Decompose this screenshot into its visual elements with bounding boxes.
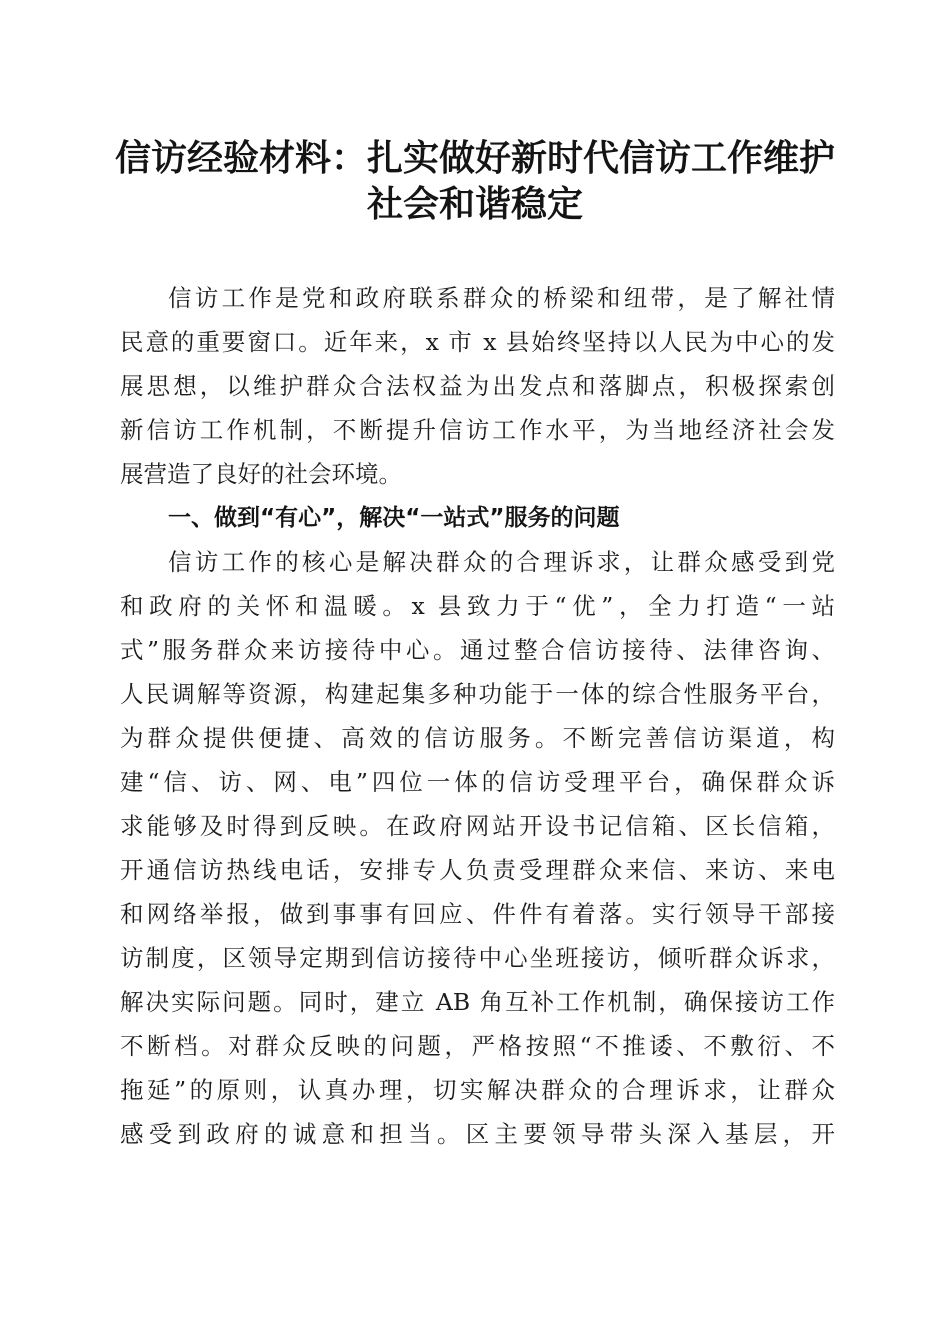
section-1-heading: 一、做到“有心”，解决“一站式”服务的问题: [168, 505, 620, 531]
paragraph-2-line: 人民调解等资源，构建起集多种功能于一体的综合性服务平台，: [120, 680, 835, 708]
document-title-line-2: 社会和谐稳定: [366, 183, 583, 225]
paragraph-2-line: 和网络举报，做到事事有回应、件件有着落。实行领导干部接: [120, 900, 835, 928]
paragraph-2-line: 解决实际问题。同时，建立 AB 角互补工作机制，确保接访工作: [120, 988, 835, 1016]
document-title-line-1: 信访经验材料：扎实做好新时代信访工作维护: [114, 137, 835, 179]
paragraph-2-line: 感受到政府的诚意和担当。区主要领导带头深入基层，开: [120, 1120, 835, 1148]
paragraph-1-line: 展思想，以维护群众合法权益为出发点和落脚点，积极探索创: [120, 372, 835, 400]
paragraph-2-line: 式”服务群众来访接待中心。通过整合信访接待、法律咨询、: [120, 636, 835, 664]
paragraph-2-line: 访制度，区领导定期到信访接待中心坐班接访，倾听群众诉求，: [120, 944, 835, 972]
paragraph-2-line: 不断档。对群众反映的问题，严格按照“不推诿、不敷衍、不: [120, 1032, 835, 1060]
paragraph-2-line: 为群众提供便捷、高效的信访服务。不断完善信访渠道，构: [120, 724, 835, 752]
paragraph-2-line: 开通信访热线电话，安排专人负责受理群众来信、来访、来电: [120, 856, 835, 884]
paragraph-2-line: 拖延”的原则，认真办理，切实解决群众的合理诉求，让群众: [120, 1076, 835, 1104]
paragraph-2-line: 信访工作的核心是解决群众的合理诉求，让群众感受到党: [168, 548, 835, 576]
paragraph-1-line: 展营造了良好的社会环境。: [120, 460, 402, 488]
paragraph-2-line: 和政府的关怀和温暖。x 县致力于“优”，全力打造“一站: [120, 592, 835, 620]
paragraph-1-line: 新信访工作机制，不断提升信访工作水平，为当地经济社会发: [120, 416, 835, 444]
paragraph-2-line: 求能够及时得到反映。在政府网站开设书记信箱、区长信箱，: [120, 812, 835, 840]
paragraph-1-line: 民意的重要窗口。近年来，x 市 x 县始终坚持以人民为中心的发: [120, 328, 835, 356]
paragraph-1-line: 信访工作是党和政府联系群众的桥梁和纽带，是了解社情: [168, 284, 835, 312]
paragraph-2-line: 建“信、访、网、电”四位一体的信访受理平台，确保群众诉: [120, 768, 835, 796]
